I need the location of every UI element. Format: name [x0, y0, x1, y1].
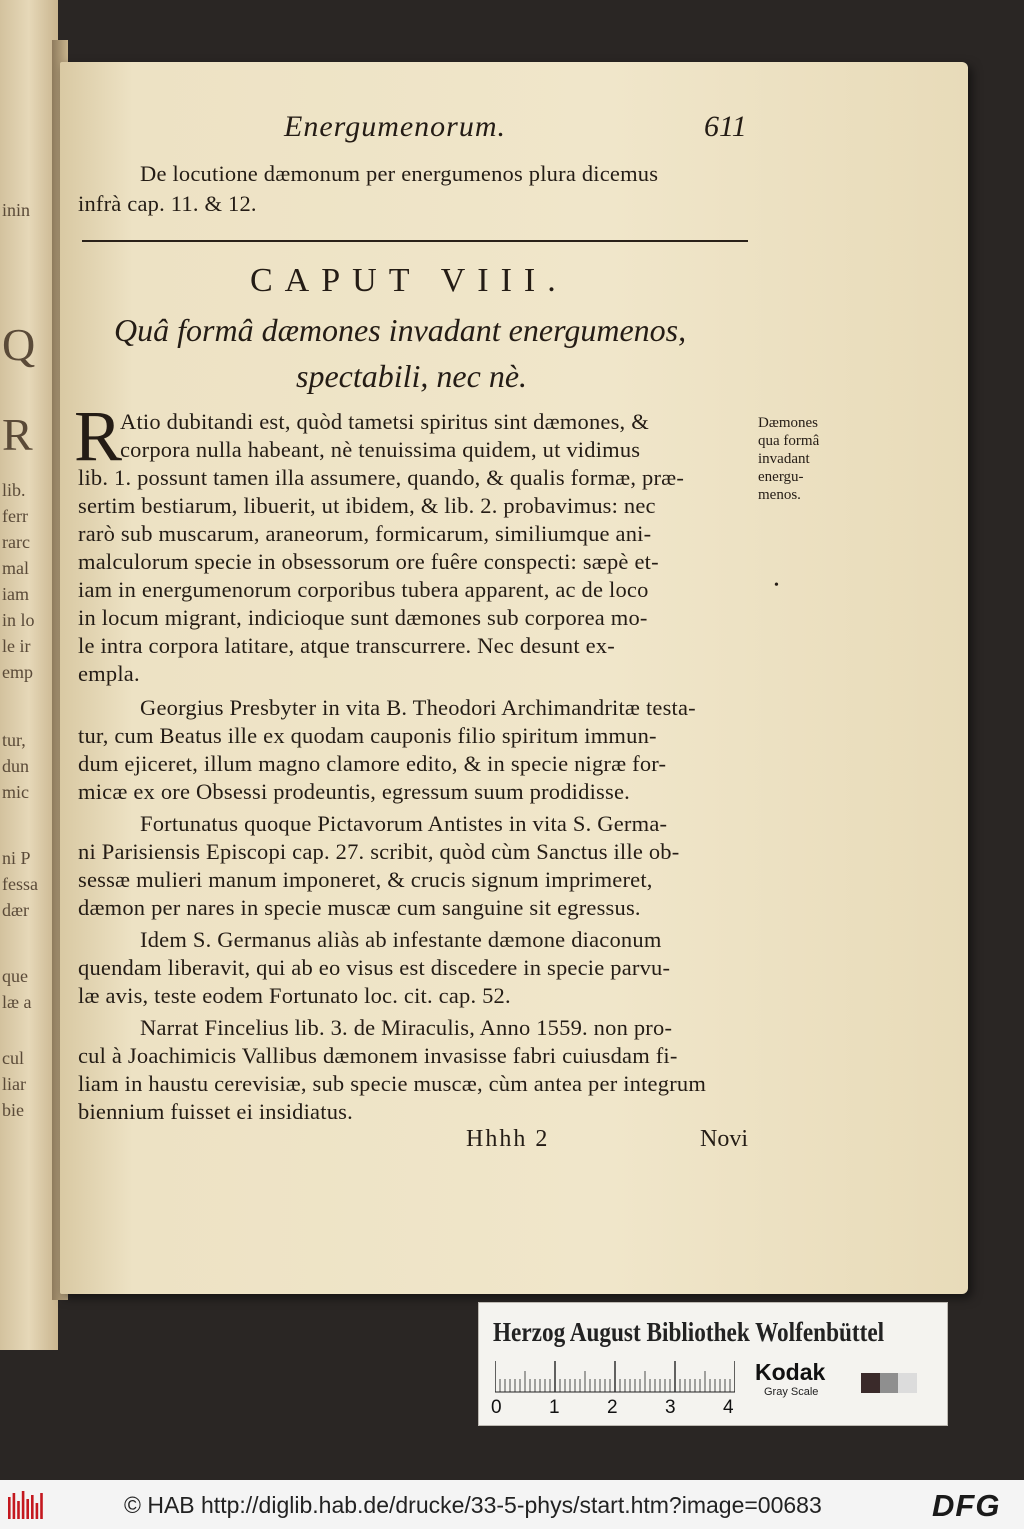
text-line: læ avis, teste eodem Fortunato loc. cit. cap. 52. [78, 983, 511, 1008]
text-line: Atio dubitandi est, quòd tametsi spiritus sint dæmones, & [120, 409, 649, 434]
margin-note-line: energu- [758, 469, 804, 485]
left-page-fragment: tur, [2, 730, 26, 750]
text-line: quendam liberavit, qui ab eo visus est discedere in specie parvu- [78, 955, 671, 980]
text-line: cul à Joachimicis Vallibus dæmonem invasisse fabri cuiusdam fi- [78, 1043, 678, 1068]
kodak-logo: Kodak [755, 1359, 826, 1385]
left-page-fragment: lib. [2, 480, 26, 500]
text-line: lib. 1. possunt tamen illa assumere, quando, & qualis formæ, præ- [78, 465, 685, 490]
horizontal-rule [82, 240, 748, 242]
text-line: Georgius Presbyter in vita B. Theodori Archimandritæ testa- [140, 695, 696, 720]
logo-bar [26, 1499, 29, 1519]
left-page-fragment: iam [2, 584, 29, 604]
left-page-fragment: dun [2, 756, 29, 776]
left-page-fragment: læ a [2, 992, 32, 1012]
left-page-fragment: emp [2, 662, 33, 682]
chapter-subtitle: Quâ formâ dæmones invadant energumenos, [114, 312, 687, 348]
chapter-subtitle: spectabili, nec nè. [296, 358, 528, 394]
left-page-fragment: mal [2, 558, 29, 578]
text-line: dum ejiceret, illum magno clamore edito, & in specie nigræ for- [78, 751, 667, 776]
scale-label: 0 [491, 1397, 502, 1418]
text-line: le intra corpora latitare, atque transcurrere. Nec desunt ex- [78, 633, 615, 658]
margin-note-line: qua formâ [758, 433, 820, 449]
text-line: sertim bestiarum, libuerit, ut ibidem, & lib. 2. probavimus: nec [78, 493, 656, 518]
left-page-fragment: in lo [2, 610, 35, 630]
catchword: Novi [700, 1126, 748, 1152]
left-page-fragment: le ir [2, 636, 31, 656]
scale-label: 1 [549, 1397, 560, 1418]
text-line: Fortunatus quoque Pictavorum Antistes in vita S. Germa- [140, 811, 668, 836]
left-page-fragment: inin [2, 200, 31, 220]
page-number: 611 [704, 110, 747, 143]
text-line: sessæ mulieri manum imponeret, & crucis signum imprimeret, [78, 867, 653, 892]
scale-label: 3 [665, 1397, 676, 1418]
dfg-logo[interactable]: DFG [932, 1488, 1001, 1523]
text-line: tur, cum Beatus ille ex quodam cauponis filio spiritum immun- [78, 723, 657, 748]
text-line: in locum migrant, indicioque sunt dæmones sub corporea mo- [78, 605, 648, 630]
left-page-fragment: R [2, 409, 33, 460]
left-page-fragment: que [2, 966, 28, 986]
scale-label: 4 [723, 1397, 734, 1418]
chapter-title: CAPUT VIII. [250, 262, 568, 299]
text-line: infrà cap. 11. & 12. [78, 191, 257, 216]
running-head: Energumenorum. [284, 110, 507, 143]
margin-note [758, 414, 819, 504]
logo-bar [13, 1493, 16, 1519]
logo-bar [31, 1495, 34, 1519]
footer-copyright-url[interactable]: © HAB http://diglib.hab.de/drucke/33-5-phys/start.htm?image=00683 [124, 1492, 822, 1518]
color-target-card [478, 1302, 948, 1426]
text-line: De locutione dæmonum per energumenos plura dicemus [140, 161, 659, 186]
text-line: liam in haustu cerevisiæ, sub specie muscæ, cùm antea per integrum [78, 1071, 707, 1096]
text-line: dæmon per nares in specie muscæ cum sanguine sit egressus. [78, 895, 641, 920]
ink-mark: • [774, 578, 779, 593]
text-line: rarò sub muscarum, araneorum, formicarum, similiumque ani- [78, 521, 652, 546]
scale-ruler [495, 1361, 735, 1393]
scale-label: 2 [607, 1397, 618, 1418]
hab-logo-icon [8, 1489, 46, 1519]
gray-swatches [861, 1373, 917, 1393]
left-page-fragment: dær [2, 900, 29, 920]
text-line: Narrat Fincelius lib. 3. de Miraculis, Anno 1559. non pro- [140, 1015, 673, 1040]
logo-bar [40, 1493, 43, 1519]
text-line: empla. [78, 661, 140, 686]
left-page-fragment: liar [2, 1074, 26, 1094]
text-line: ni Parisiensis Episcopi cap. 27. scribit, quòd cùm Sanctus ille ob- [78, 839, 680, 864]
text-line: biennium fuisset ei insidiatus. [78, 1099, 353, 1124]
margin-note-line: Dæmones [758, 415, 818, 431]
library-name: Herzog August Bibliothek Wolfenbüttel [493, 1317, 885, 1347]
margin-note-line: menos. [758, 487, 801, 503]
left-page-fragment: rarc [2, 532, 30, 552]
text-line: Idem S. Germanus aliàs ab infestante dæmone diaconum [140, 927, 662, 952]
drop-cap: R [74, 396, 123, 476]
left-page-edge [0, 0, 58, 1350]
swatch-light [898, 1373, 917, 1393]
left-page-fragment: ni P [2, 848, 31, 868]
left-page-fragment: ferr [2, 506, 28, 526]
swatch-dark [861, 1373, 880, 1393]
swatch-mid [880, 1373, 899, 1393]
left-page-fragment: fessa [2, 874, 38, 894]
logo-bar [22, 1491, 25, 1519]
text-line: malculorum specie in obsessorum ore fuêre conspecti: sæpè et- [78, 549, 659, 574]
gray-scale-label: Gray Scale [764, 1386, 819, 1398]
footer-bar [0, 1480, 1024, 1529]
logo-bar [17, 1501, 20, 1519]
left-page-fragment: Q [2, 319, 36, 370]
left-page-fragment: cul [2, 1048, 24, 1068]
text-line: iam in energumenorum corporibus tubera apparent, ac de loco [78, 577, 649, 602]
left-page-fragment: mic [2, 782, 29, 802]
book-page [60, 62, 968, 1294]
left-page-fragment: bie [2, 1100, 24, 1120]
text-line: corpora nulla habeant, nè tenuissima quidem, ut vidimus [120, 437, 641, 462]
logo-bar [8, 1497, 11, 1519]
signature-mark: Hhhh 2 [466, 1126, 550, 1152]
logo-bar [36, 1503, 39, 1519]
margin-note-line: invadant [758, 451, 810, 467]
text-line: micæ ex ore Obsessi prodeuntis, egressum suum prodidisse. [78, 779, 630, 804]
